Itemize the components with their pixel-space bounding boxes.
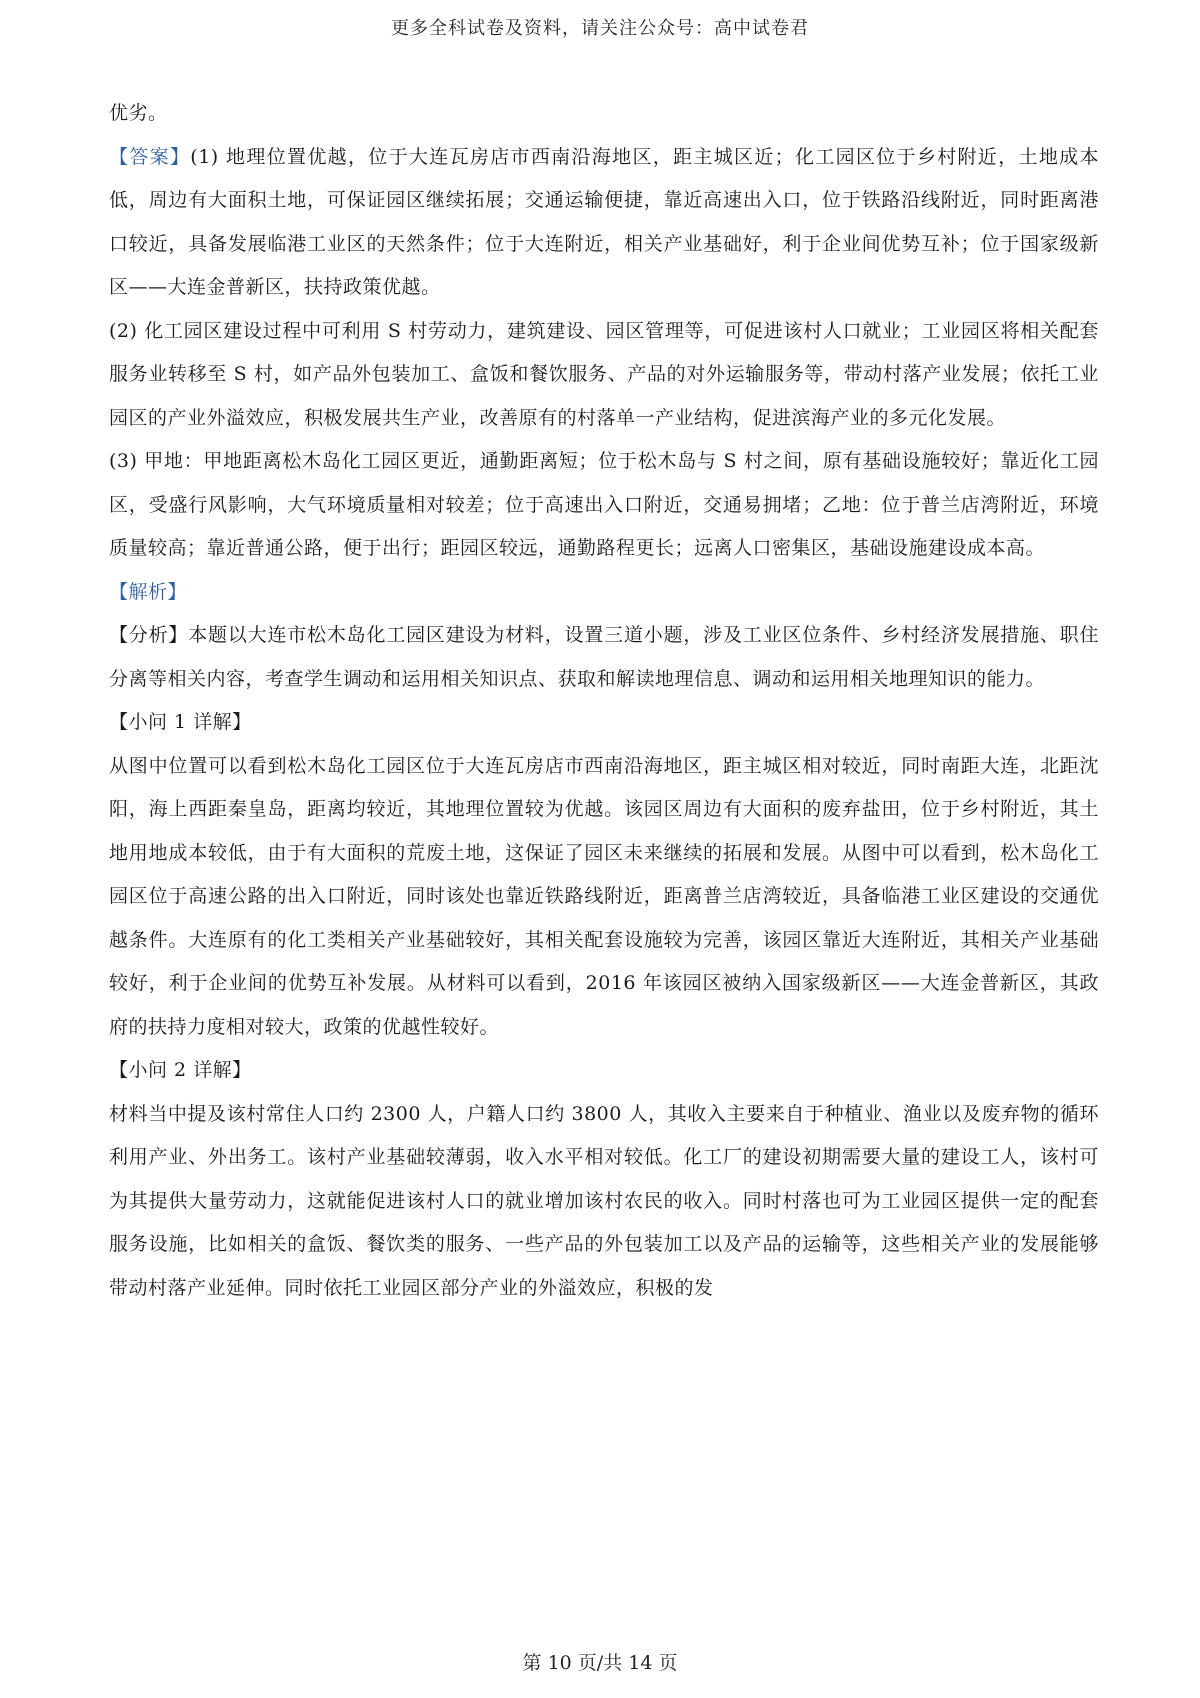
analysis-tag: 【解析】 [109,580,188,603]
page-number: 第 10 页/共 14 页 [522,1652,678,1674]
answer-part-3: (3) 甲地：甲地距离松木岛化工园区更近，通勤距离短；位于松木岛与 S 村之间，原有基础设施较好；靠近化工园区，受盛行风影响，大气环境质量相对较差；位于高速出入口附近，交通易拥堵；乙地：位于普兰店湾附近，环境质量较高；靠近普通公路，便于出行；距园区较远，通勤路程更长；远离人口密集区，基础设施建设成本高。 [109,450,1099,559]
document-body [109,92,1099,1310]
continuation-line: 优劣。 [109,102,168,124]
question-1-detail: 从图中位置可以看到松木岛化工园区位于大连瓦房店市西南沿海地区，距主城区相对较近，同时南距大连，北距沈阳，海上西距秦皇岛，距离均较近，其地理位置较为优越。该园区周边有大面积的废弃盐田，位于乡村附近，其土地用地成本较低，由于有大面积的荒废土地，这保证了园区未来继续的拓展和发展。从图中可以看到，松木岛化工园区位于高速公路的出入口附近，同时该处也靠近铁路线附近，距离普兰店湾较近，具备临港工业区建设的交通优越条件。大连原有的化工类相关产业基础较好，其相关配套设施较为完善，该园区靠近大连附近，其相关产业基础较好，利于企业间的优势互补发展。从材料可以看到，2016 年该园区被纳入国家级新区——大连金普新区，其政府的扶持力度相对较大，政策的优越性较好。 [109,754,1099,1038]
analysis-heading [109,571,1099,615]
question-2-detail: 材料当中提及该村常住人口约 2300 人，户籍人口约 3800 人，其收入主要来自于种植业、渔业以及废弃物的循环利用产业、外出务工。该村产业基础较薄弱，收入水平相对较低。化工厂的建设初期需要大量的建设工人，该村可为其提供大量劳动力，这就能促进该村人口的就业增加该村农民的收入。同时村落也可为工业园区提供一定的配套服务设施，比如相关的盒饭、餐饮类的服务、一些产品的外包装加工以及产品的运输等，这些相关产业的发展能够带动村落产业延伸。同时依托工业园区部分产业的外溢效应，积极的发 [109,1102,1099,1299]
question-1-heading: 【小问 1 详解】 [109,711,252,733]
question-2-heading: 【小问 2 详解】 [109,1059,252,1081]
answer-part-2: (2) 化工园区建设过程中可利用 S 村劳动力，建筑建设、园区管理等，可促进该村人口就业；工业园区将相关配套服务业转移至 S 村，如产品外包装加工、盒饭和餐饮服务、产品的对外运输服务等，带动村落产业发展；依托工业园区的产业外溢效应，积极发展共生产业，改善原有的村落单一产业结构，促进滨海产业的多元化发展。 [109,319,1099,429]
answer-part-1-text: (1) 地理位置优越，位于大连瓦房店市西南沿海地区，距主城区近；化工园区位于乡村附近，土地成本低，周边有大面积土地，可保证园区继续拓展；交通运输便捷，靠近高速出入口，位于铁路沿线附近，同时距离港口较近，具备发展临港工业区的天然条件；位于大连附近，相关产业基础好，利于企业间优势互补；位于国家级新区——大连金普新区，扶持政策优越。 [109,145,1099,298]
header-note: 更多全科试卷及资料，请关注公众号：高中试卷君 [391,18,809,39]
analysis-summary: 【分析】本题以大连市松木岛化工园区建设为材料，设置三道小题，涉及工业区位条件、乡村经济发展措施、职住分离等相关内容，考查学生调动和运用相关知识点、获取和解读地理信息、调动和运用相关地理知识的能力。 [109,624,1099,690]
answer-part-1 [109,136,1099,310]
answer-tag: 【答案】 [109,145,191,168]
